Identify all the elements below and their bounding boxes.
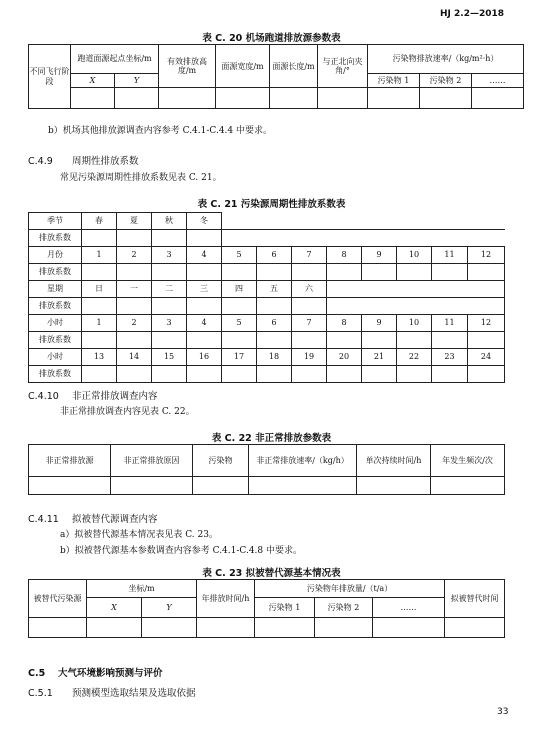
month-cell: 1 <box>82 247 117 264</box>
season-cell: 夏 <box>117 213 152 230</box>
table-c22-header: 年发生频次/次 <box>431 445 505 477</box>
empty-cell <box>187 298 222 315</box>
header-pollutant-2: 污染物 2 <box>420 73 472 87</box>
empty-cell <box>117 230 152 247</box>
table-c22-header: 非正常排放原因 <box>111 445 193 477</box>
hour-cell: 7 <box>292 315 327 332</box>
empty-cell <box>292 332 327 349</box>
season-cell: 秋 <box>152 213 187 230</box>
empty-cell <box>152 264 187 281</box>
empty-cell <box>187 264 222 281</box>
weekday-cell: 三 <box>187 281 222 298</box>
hour-cell: 22 <box>397 349 432 366</box>
empty-cell <box>432 264 468 281</box>
hour-cell: 21 <box>362 349 397 366</box>
section-heading-c51: C.5.1 预测模型选取结果及选取依据 <box>28 688 196 699</box>
empty-cell <box>82 332 117 349</box>
empty-cell <box>318 88 368 109</box>
hour-cell: 23 <box>432 349 468 366</box>
empty-cell <box>187 230 222 247</box>
header-x: X <box>71 73 115 87</box>
header-length: 面源长度/m <box>270 45 318 88</box>
empty-cell <box>270 88 318 109</box>
table-c22 <box>28 444 505 495</box>
table-c23 <box>28 579 505 638</box>
hour-cell: 9 <box>362 315 397 332</box>
empty-cell <box>357 477 431 495</box>
hour-cell: 8 <box>327 315 362 332</box>
empty-cell <box>222 366 257 383</box>
month-cell: 8 <box>327 247 362 264</box>
empty-cell <box>373 618 445 638</box>
header-y: Y <box>142 598 197 618</box>
empty-cell <box>117 298 152 315</box>
blank-area <box>327 298 505 315</box>
paragraph-b: b）机场其他排放源调查内容参考 C.4.1-C.4.4 中要求。 <box>48 126 273 136</box>
coef-label: 排放系数 <box>29 298 82 315</box>
hour-cell: 6 <box>257 315 292 332</box>
header-etc: …… <box>373 598 445 618</box>
empty-cell <box>197 618 255 638</box>
hour-cell: 16 <box>187 349 222 366</box>
table-c22-header: 非正常排放速率/（kg/h） <box>249 445 357 477</box>
empty-cell <box>362 264 397 281</box>
hour-cell: 17 <box>222 349 257 366</box>
season-cell: 春 <box>82 213 117 230</box>
hour-label: 小时 <box>29 349 82 366</box>
empty-cell <box>249 477 357 495</box>
hour-cell: 4 <box>187 315 222 332</box>
table-c21 <box>28 212 505 383</box>
header-x: X <box>87 598 142 618</box>
empty-cell <box>29 618 87 638</box>
empty-cell <box>117 332 152 349</box>
empty-cell <box>117 366 152 383</box>
header-source-name: 被替代污染源 <box>29 580 87 618</box>
month-label: 月份 <box>29 247 82 264</box>
month-cell: 2 <box>117 247 152 264</box>
header-stage: 不同飞行阶段 <box>29 45 71 109</box>
section-heading-c49: C.4.9 周期性排放系数 <box>28 156 139 167</box>
header-coord: 跑道面源起点坐标/m <box>71 45 159 74</box>
season-label: 季节 <box>29 213 82 230</box>
hour-cell: 11 <box>432 315 468 332</box>
month-cell: 3 <box>152 247 187 264</box>
hour-label: 小时 <box>29 315 82 332</box>
month-cell: 11 <box>432 247 468 264</box>
header-pollutant-1: 污染物 1 <box>255 598 315 618</box>
hour-cell: 19 <box>292 349 327 366</box>
section-heading-c411: C.4.11 拟被替代源调查内容 <box>28 514 158 525</box>
header-etc: …… <box>472 73 524 87</box>
empty-cell <box>327 264 362 281</box>
empty-cell <box>397 264 432 281</box>
empty-cell <box>152 298 187 315</box>
hour-cell: 1 <box>82 315 117 332</box>
section-heading-c410: C.4.10 非正常排放调查内容 <box>28 391 158 402</box>
empty-cell <box>257 264 292 281</box>
header-height: 有效排放高度/m <box>159 45 216 88</box>
table-c22-header: 单次持续时间/h <box>357 445 431 477</box>
header-width: 面源宽度/m <box>216 45 270 88</box>
empty-cell <box>255 618 315 638</box>
month-cell: 5 <box>222 247 257 264</box>
table-c22-caption: 表 C. 22 非正常排放参数表 <box>211 433 332 444</box>
empty-cell <box>397 366 432 383</box>
empty-cell <box>431 477 505 495</box>
empty-cell <box>71 88 115 109</box>
blank-area <box>327 281 505 298</box>
table-c21-caption: 表 C. 21 污染源周期性排放系数表 <box>197 199 346 210</box>
empty-cell <box>187 332 222 349</box>
blank-area <box>222 213 505 230</box>
hour-cell: 2 <box>117 315 152 332</box>
header-annual-hours: 年排放时间/h <box>197 580 255 618</box>
hour-cell: 20 <box>327 349 362 366</box>
empty-cell <box>222 332 257 349</box>
page-number: 33 <box>497 707 509 717</box>
empty-cell <box>82 230 117 247</box>
empty-cell <box>87 618 142 638</box>
hour-cell: 5 <box>222 315 257 332</box>
empty-cell <box>468 366 505 383</box>
section-c410-text: 非正常排放调查内容见表 C. 22。 <box>60 407 195 417</box>
section-c411-line-b: b）拟被替代源基本参数调查内容参考 C.4.1-C.4.8 中要求。 <box>60 546 303 556</box>
month-cell: 7 <box>292 247 327 264</box>
weekday-cell: 一 <box>117 281 152 298</box>
table-c22-header: 污染物 <box>193 445 249 477</box>
header-angle: 与正北向夹角/° <box>318 45 368 88</box>
weekday-cell: 六 <box>292 281 327 298</box>
section-c411-line-a: a）拟被替代源基本情况表见表 C. 23。 <box>60 530 218 540</box>
document-code: HJ 2.2—2018 <box>440 9 505 19</box>
empty-cell <box>142 618 197 638</box>
month-cell: 9 <box>362 247 397 264</box>
hour-cell: 14 <box>117 349 152 366</box>
header-y: Y <box>115 73 159 87</box>
empty-cell <box>257 366 292 383</box>
empty-cell <box>327 366 362 383</box>
empty-cell <box>29 477 111 495</box>
empty-cell <box>222 298 257 315</box>
weekday-cell: 日 <box>82 281 117 298</box>
weekday-cell: 五 <box>257 281 292 298</box>
empty-cell <box>82 366 117 383</box>
empty-cell <box>152 230 187 247</box>
empty-cell <box>159 88 216 109</box>
empty-cell <box>315 618 373 638</box>
hour-cell: 12 <box>468 315 505 332</box>
empty-cell <box>327 332 362 349</box>
header-pollutant-1: 污染物 1 <box>368 73 420 87</box>
empty-cell <box>420 88 472 109</box>
empty-cell <box>257 332 292 349</box>
empty-cell <box>445 618 505 638</box>
empty-cell <box>292 298 327 315</box>
month-cell: 4 <box>187 247 222 264</box>
empty-cell <box>117 264 152 281</box>
empty-cell <box>152 332 187 349</box>
table-c20-caption: 表 C. 20 机场跑道排放源参数表 <box>202 33 341 44</box>
empty-cell <box>257 298 292 315</box>
empty-cell <box>222 264 257 281</box>
empty-cell <box>82 298 117 315</box>
empty-cell <box>193 477 249 495</box>
season-cell: 冬 <box>187 213 222 230</box>
weekday-cell: 四 <box>222 281 257 298</box>
hour-cell: 24 <box>468 349 505 366</box>
table-c20 <box>28 44 524 109</box>
empty-cell <box>368 88 420 109</box>
coef-label: 排放系数 <box>29 332 82 349</box>
empty-cell <box>362 332 397 349</box>
coef-label: 排放系数 <box>29 264 82 281</box>
hour-cell: 10 <box>397 315 432 332</box>
header-coord: 坐标/m <box>87 580 197 598</box>
header-rate: 污染物排放速率/（kg/m²·h） <box>368 45 524 74</box>
table-c23-caption: 表 C. 23 拟被替代源基本情况表 <box>202 568 341 579</box>
blank-area <box>222 230 505 247</box>
hour-cell: 3 <box>152 315 187 332</box>
empty-cell <box>292 264 327 281</box>
empty-cell <box>472 88 524 109</box>
week-label: 星期 <box>29 281 82 298</box>
empty-cell <box>111 477 193 495</box>
header-annual-emission: 污染物年排放量/（t/a） <box>255 580 445 598</box>
empty-cell <box>82 264 117 281</box>
empty-cell <box>432 332 468 349</box>
weekday-cell: 二 <box>152 281 187 298</box>
month-cell: 10 <box>397 247 432 264</box>
empty-cell <box>115 88 159 109</box>
coef-label: 排放系数 <box>29 366 82 383</box>
coef-label: 排放系数 <box>29 230 82 247</box>
header-replace-date: 拟被替代时间 <box>445 580 505 618</box>
header-pollutant-2: 污染物 2 <box>315 598 373 618</box>
section-heading-c5: C.5 大气环境影响预测与评价 <box>28 668 163 679</box>
empty-cell <box>468 264 505 281</box>
empty-cell <box>187 366 222 383</box>
empty-cell <box>152 366 187 383</box>
month-cell: 12 <box>468 247 505 264</box>
empty-cell <box>468 332 505 349</box>
hour-cell: 13 <box>82 349 117 366</box>
empty-cell <box>216 88 270 109</box>
hour-cell: 18 <box>257 349 292 366</box>
section-c49-text: 常见污染源周期性排放系数见表 C. 21。 <box>60 173 222 183</box>
empty-cell <box>397 332 432 349</box>
empty-cell <box>362 366 397 383</box>
empty-cell <box>292 366 327 383</box>
hour-cell: 15 <box>152 349 187 366</box>
table-c22-header: 非正常排放源 <box>29 445 111 477</box>
month-cell: 6 <box>257 247 292 264</box>
empty-cell <box>432 366 468 383</box>
